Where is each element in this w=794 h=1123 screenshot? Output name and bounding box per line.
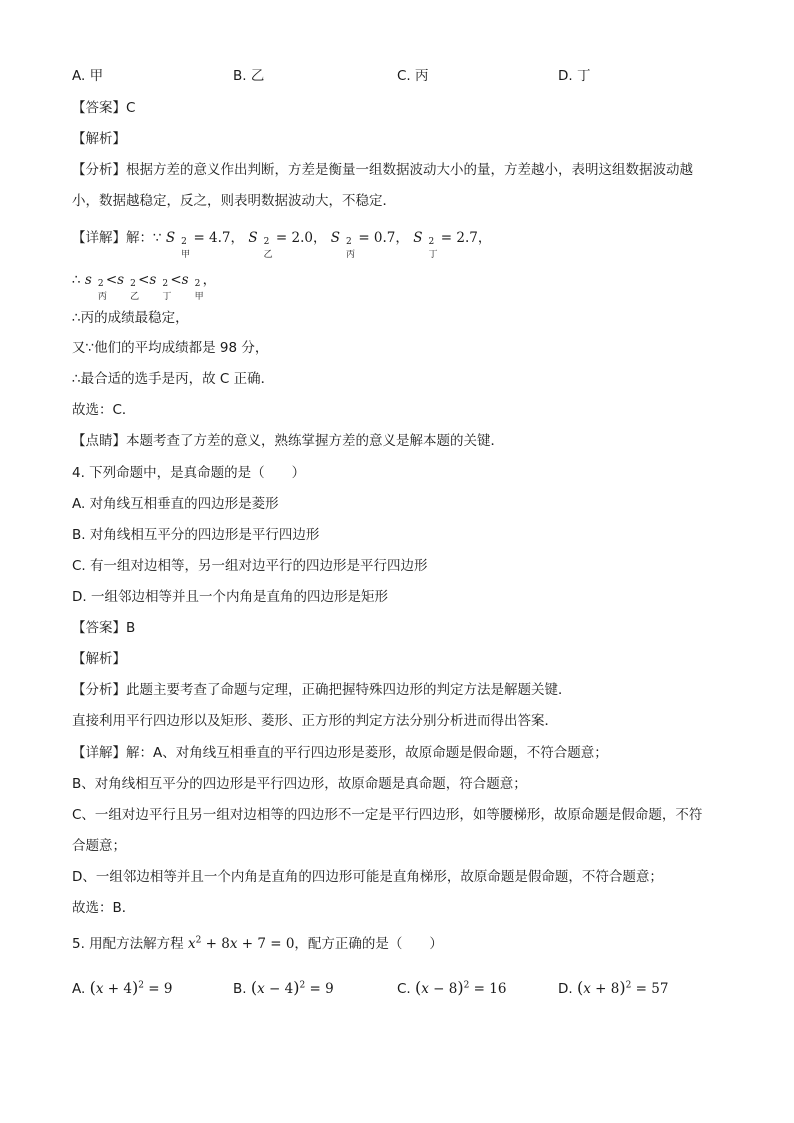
q4-detail-c-line-1: C、一组对边平行且另一组对边相等的四边形不一定是平行四边形，如等腰梯形，故原命题是假命题，不符 <box>72 807 703 823</box>
q3-best-line: ∴最合适的选手是丙，故 C 正确． <box>72 371 275 387</box>
answer-value: C <box>126 100 136 116</box>
detail-tag: 【详解】 <box>72 745 126 761</box>
variance-bing: S 2 丙 = 0.7 <box>330 230 396 260</box>
q3-fenxi-line-1 <box>72 160 693 180</box>
answer-value: B <box>126 620 136 636</box>
q5-equation: $x^2 + 8x + 7 = 0$ <box>187 935 295 952</box>
q4-stem: 4. 下列命题中，是真命题的是（ ） <box>72 465 306 481</box>
option-label: B. <box>233 981 247 997</box>
fenxi-tag: 【分析】 <box>72 162 126 178</box>
q3-dianjing-line <box>72 431 504 451</box>
q3-stable-line: ∴丙的成绩最稳定， <box>72 310 189 326</box>
q4-detail-b: B、对角线相互平分的四边形是平行四边形，故原命题是真命题，符合题意； <box>72 776 527 792</box>
q5-option-c: C. $(x - 8)^2 = 16$ <box>397 978 507 997</box>
answer-tag: 【答案】 <box>72 100 126 116</box>
answer-tag: 【答案】 <box>72 620 126 636</box>
q4-option-a: A. 对角线互相垂直的四边形是菱形 <box>72 496 279 512</box>
dianjing-text: 本题考查了方差的意义，熟练掌握方差的意义是解本题的关键． <box>126 433 504 449</box>
fenxi-text: 根据方差的意义作出判断，方差是衡量一组数据波动大小的量，方差越小，表明这组数据波动越 <box>126 162 693 178</box>
option-label: A. <box>72 981 86 997</box>
variance-ding: S 2 丁 = 2.7 <box>413 230 478 260</box>
q3-answer <box>72 98 135 118</box>
q4-choose-line: 故选：B． <box>72 900 136 916</box>
detail-text: 解：A、对角线互相垂直的平行四边形是菱形，故原命题是假命题，不符合题意； <box>126 745 608 761</box>
q3-analysis-tag: 【解析】 <box>72 131 126 147</box>
q4-analysis-tag: 【解析】 <box>72 651 126 667</box>
q4-option-b: B. 对角线相互平分的四边形是平行四边形 <box>72 527 320 543</box>
q3-option-c: C. 丙 <box>397 68 429 84</box>
q3-option-d: D. 丁 <box>558 68 591 84</box>
q5-stem <box>72 934 443 954</box>
q3-fenxi-line-2: 小，数据越稳定，反之，则表明数据波动大，不稳定． <box>72 193 396 209</box>
q3-option-a: A. 甲 <box>72 68 104 84</box>
q3-detail-line: 【详解】解：∵ S 2 甲 = 4.7， S 2 乙 = 2.0， S 2 丙 = 0.7， S 2 丁 = 2.7， <box>72 230 492 260</box>
variance-yi: S 2 乙 = 2.0 <box>248 230 313 260</box>
fenxi-tag: 【分析】 <box>72 682 126 698</box>
q4-detail-c-line-2: 合题意； <box>72 838 126 854</box>
q5-stem-post: ，配方正确的是（ ） <box>294 936 443 952</box>
detail-prefix: 解：∵ <box>126 230 162 246</box>
q3-choose-line: 故选：C． <box>72 402 136 418</box>
dianjing-tag: 【点睛】 <box>72 433 126 449</box>
option-label: D. <box>558 981 573 997</box>
q4-fenxi-line-1 <box>72 680 572 700</box>
variance-inequality: s 2 丙 <s 2 乙 <s 2 丁 <s 2 甲 <box>84 272 204 302</box>
q3-inequality-line: ∴ s 2 丙 <s 2 乙 <s 2 丁 <s 2 甲 ， <box>72 272 217 302</box>
fenxi-text: 此题主要考查了命题与定理，正确把握特殊四边形的判定方法是解题关键． <box>126 682 572 698</box>
q5-option-a: A. $(x + 4)^2 = 9$ <box>72 978 173 997</box>
detail-tag: 【详解】 <box>72 230 126 246</box>
q4-answer <box>72 618 135 638</box>
q4-detail-a <box>72 743 608 763</box>
variance-jia: S 2 甲 = 4.7 <box>165 230 231 260</box>
q5-stem-pre: 5. 用配方法解方程 <box>72 936 184 952</box>
q3-option-b: B. 乙 <box>233 68 265 84</box>
q5-option-d: D. $(x + 8)^2 = 57$ <box>558 978 669 997</box>
q5-option-b: B. $(x - 4)^2 = 9$ <box>233 978 334 997</box>
q4-option-c: C. 有一组对边相等，另一组对边平行的四边形是平行四边形 <box>72 558 428 574</box>
option-label: C. <box>397 981 411 997</box>
q4-detail-d: D、一组邻边相等并且一个内角是直角的四边形可能是直角梯形，故原命题是假命题，不符合题意； <box>72 869 663 885</box>
q4-fenxi-line-2: 直接利用平行四边形以及矩形、菱形、正方形的判定方法分别分析进而得出答案． <box>72 713 558 729</box>
therefore-symbol: ∴ <box>72 272 81 288</box>
q4-option-d: D. 一组邻边相等并且一个内角是直角的四边形是矩形 <box>72 589 388 605</box>
q3-average-line: 又∵他们的平均成绩都是 98 分， <box>72 340 269 356</box>
